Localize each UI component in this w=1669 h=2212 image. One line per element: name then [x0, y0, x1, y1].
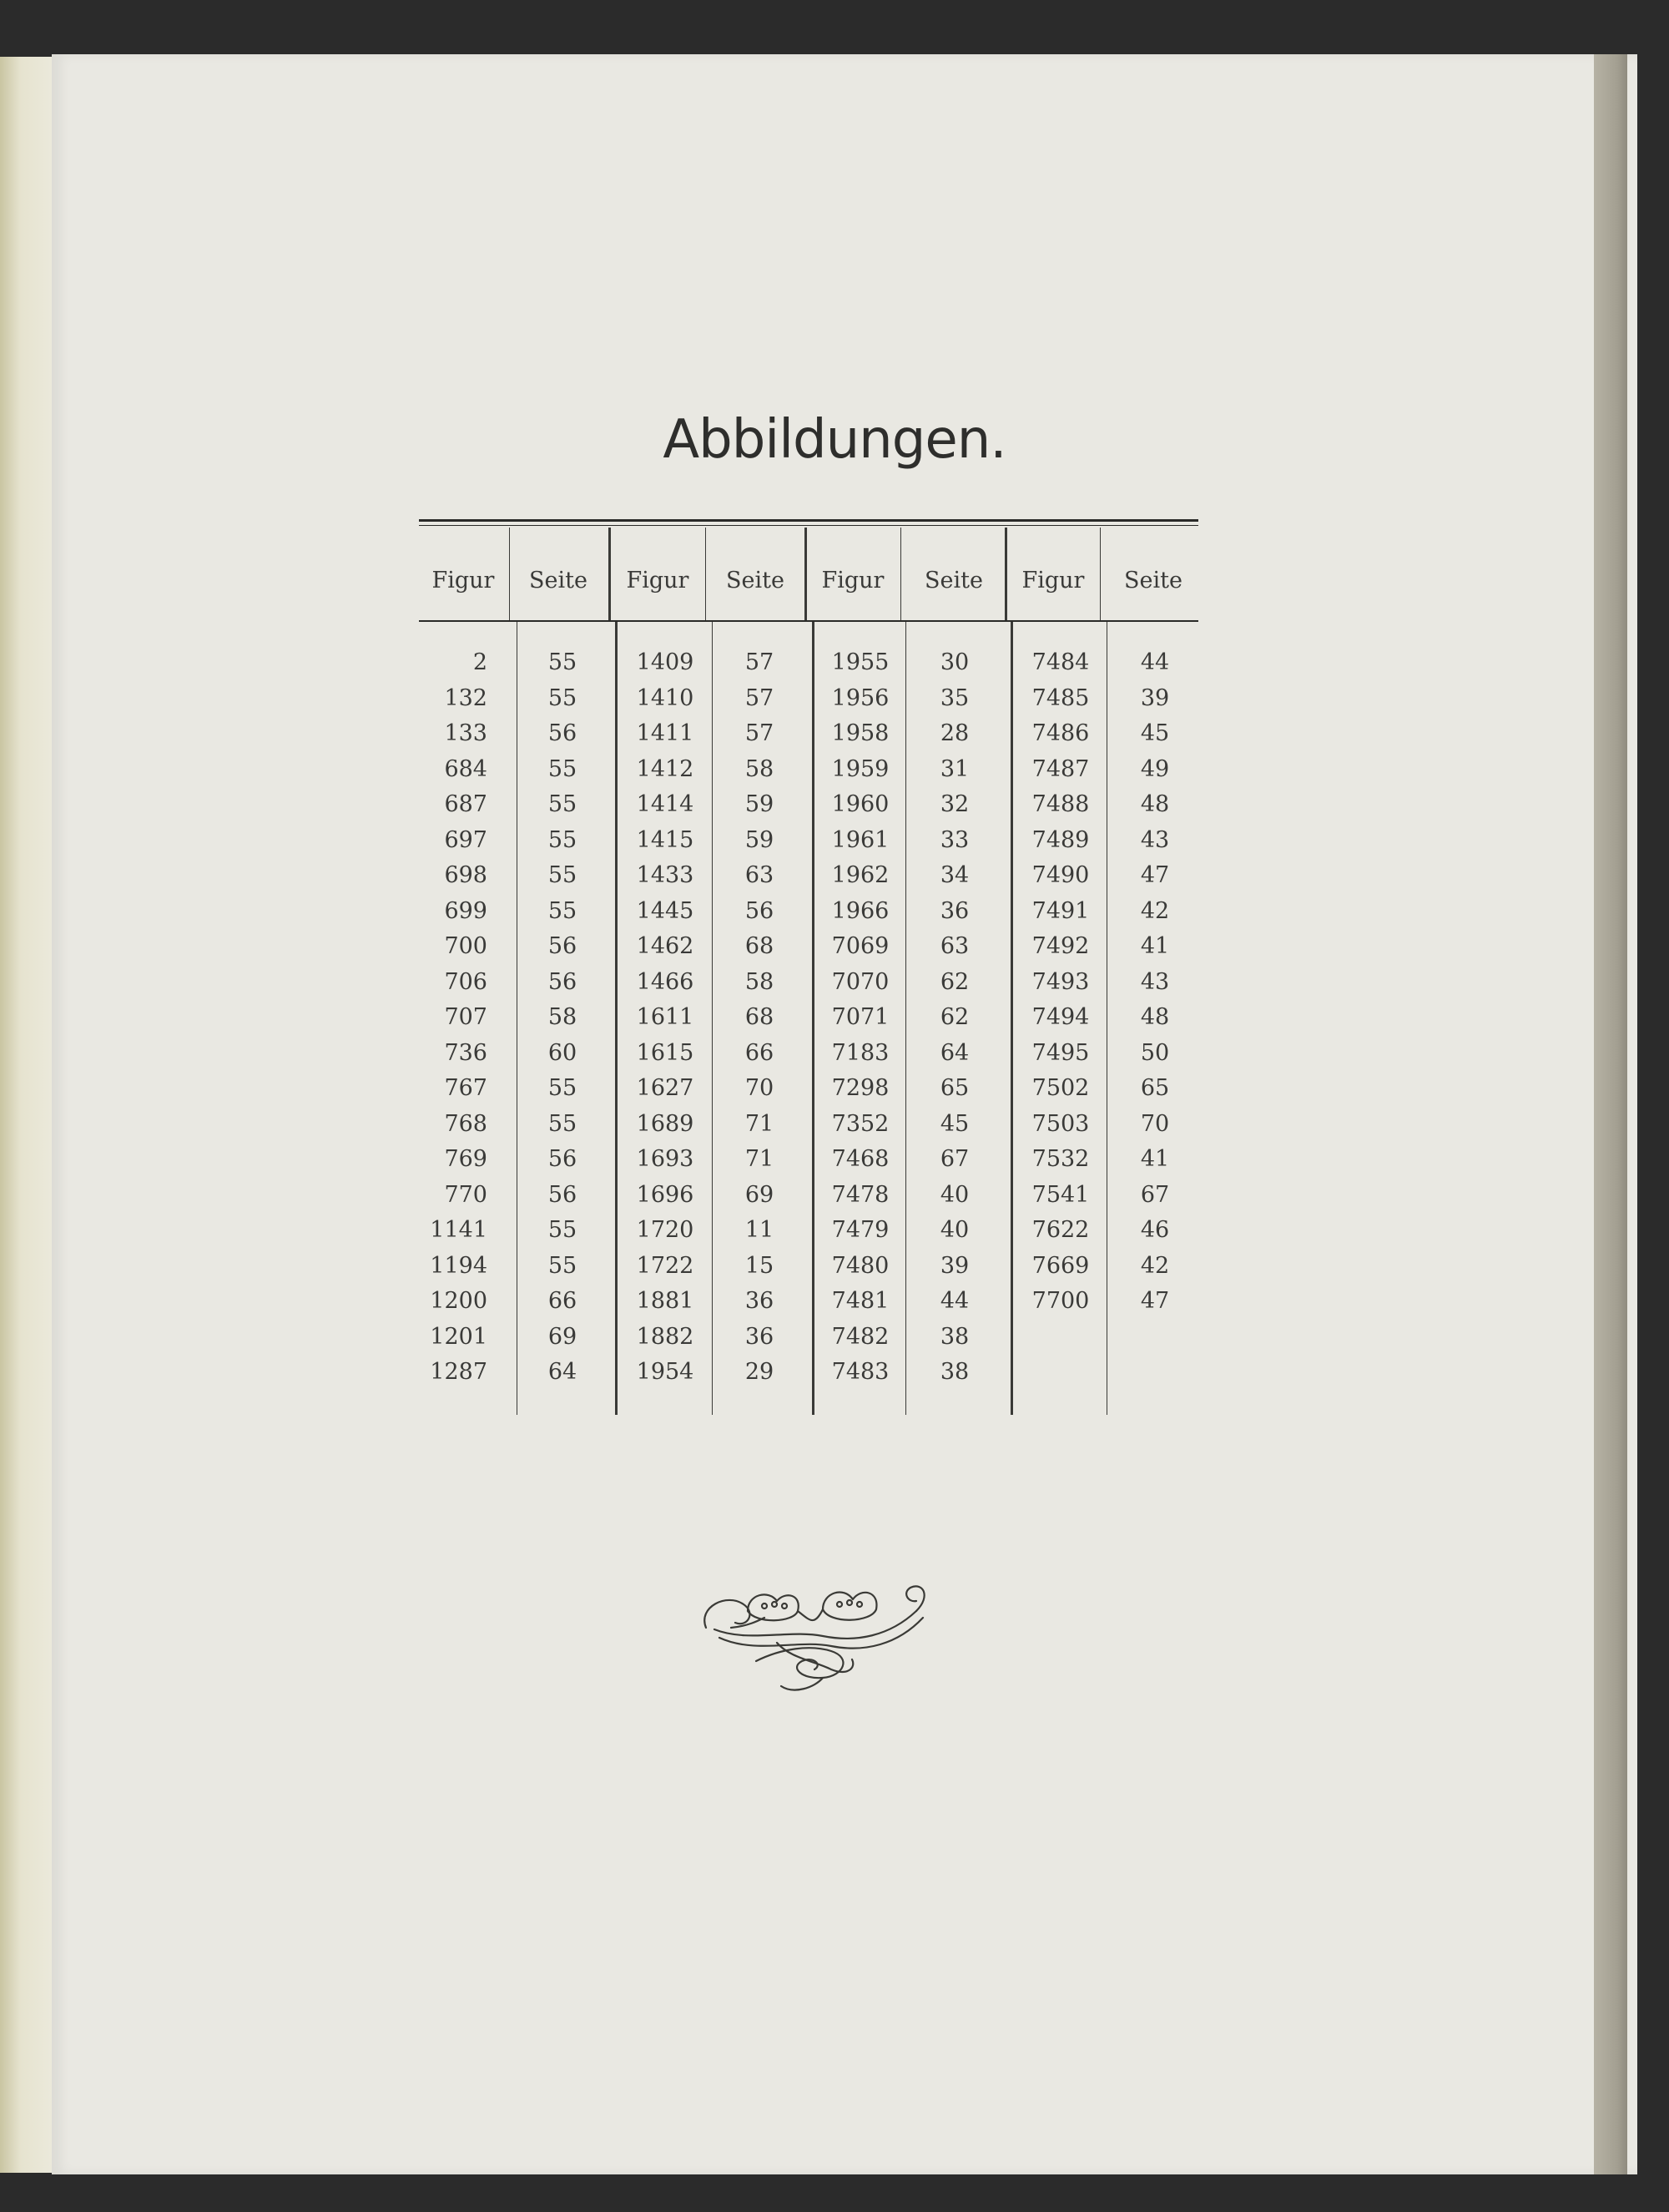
figur-cell: 7488 — [1031, 791, 1090, 817]
seite-cell: 64 — [940, 1039, 970, 1066]
figur-cell: 1410 — [636, 684, 694, 711]
figur-cell: 7482 — [831, 1323, 890, 1350]
seite-cell: 43 — [1140, 826, 1170, 853]
table-header-rule — [419, 620, 1198, 622]
table-top-rule-thin — [419, 525, 1198, 526]
column-divider — [900, 528, 901, 620]
seite-cell: 65 — [1140, 1075, 1170, 1101]
seite-cell: 63 — [940, 933, 970, 959]
seite-cell: 57 — [744, 684, 774, 711]
seite-cell: 55 — [547, 1217, 577, 1243]
figur-cell: 7071 — [831, 1004, 890, 1030]
figur-cell: 736 — [444, 1039, 487, 1066]
seite-cell: 56 — [547, 720, 577, 746]
group-divider — [1011, 622, 1013, 1415]
figur-cell: 1960 — [831, 791, 890, 817]
seite-cell: 57 — [744, 649, 774, 675]
figur-cell: 1466 — [636, 968, 694, 995]
figur-cell: 7486 — [1031, 720, 1090, 746]
figur-cell: 7491 — [1031, 897, 1090, 924]
seite-column-3 — [916, 645, 993, 1391]
figur-cell: 7484 — [1031, 649, 1090, 675]
figur-cell: 1415 — [636, 826, 694, 853]
seite-cell: 44 — [1140, 649, 1170, 675]
figur-column-3 — [823, 645, 898, 1391]
figur-cell: 687 — [444, 791, 487, 817]
figur-cell: 7503 — [1031, 1110, 1090, 1137]
facing-page-edge — [0, 57, 52, 2173]
figur-cell: 1615 — [636, 1039, 694, 1066]
header-figur-3: Figur — [821, 568, 885, 593]
header-seite-4: Seite — [1124, 568, 1182, 593]
seite-column-2 — [721, 645, 798, 1391]
figur-cell: 1956 — [831, 684, 890, 711]
seite-column-4 — [1117, 645, 1193, 1320]
figur-cell: 132 — [444, 684, 487, 711]
seite-cell: 55 — [547, 649, 577, 675]
seite-cell: 41 — [1140, 933, 1170, 959]
header-seite-3: Seite — [925, 568, 983, 593]
seite-cell: 55 — [547, 791, 577, 817]
figur-cell: 7479 — [831, 1217, 890, 1243]
seite-cell: 56 — [547, 933, 577, 959]
seite-cell: 39 — [940, 1252, 970, 1279]
header-figur-2: Figur — [626, 568, 689, 593]
group-divider — [812, 622, 814, 1415]
figur-cell: 1445 — [636, 897, 694, 924]
figur-column-1 — [417, 645, 487, 1391]
figur-column-2 — [628, 645, 703, 1391]
seite-cell: 35 — [940, 684, 970, 711]
figur-cell: 7541 — [1031, 1181, 1090, 1208]
seite-cell: 55 — [547, 1252, 577, 1279]
seite-cell: 55 — [547, 1075, 577, 1101]
seite-cell: 55 — [547, 755, 577, 782]
seite-cell: 58 — [744, 755, 774, 782]
figur-column-4 — [1023, 645, 1098, 1320]
seite-cell: 36 — [744, 1323, 774, 1350]
floral-ornament-icon — [698, 1578, 935, 1699]
page-stack-edge — [1594, 54, 1627, 2174]
seite-cell: 11 — [744, 1217, 774, 1243]
seite-cell: 45 — [1140, 720, 1170, 746]
seite-cell: 59 — [744, 826, 774, 853]
group-divider — [615, 622, 618, 1415]
figur-cell: 7700 — [1031, 1288, 1090, 1314]
seite-cell: 65 — [940, 1075, 970, 1101]
seite-cell: 36 — [940, 897, 970, 924]
figur-cell: 1882 — [636, 1323, 694, 1350]
figur-cell: 1696 — [636, 1181, 694, 1208]
seite-cell: 64 — [547, 1359, 577, 1385]
figur-cell: 7468 — [831, 1146, 890, 1172]
seite-cell: 55 — [547, 684, 577, 711]
figur-cell: 1881 — [636, 1288, 694, 1314]
seite-cell: 58 — [547, 1004, 577, 1030]
figur-cell: 1693 — [636, 1146, 694, 1172]
column-divider — [1100, 528, 1101, 620]
figur-cell: 1689 — [636, 1110, 694, 1137]
seite-cell: 49 — [1140, 755, 1170, 782]
figur-cell: 1955 — [831, 649, 890, 675]
seite-cell: 44 — [940, 1288, 970, 1314]
figur-cell: 1409 — [636, 649, 694, 675]
seite-cell: 71 — [744, 1146, 774, 1172]
figur-cell: 1287 — [430, 1359, 487, 1385]
figur-cell: 770 — [444, 1181, 487, 1208]
seite-cell: 39 — [1140, 684, 1170, 711]
seite-cell: 62 — [940, 1004, 970, 1030]
figur-cell: 7502 — [1031, 1075, 1090, 1101]
seite-cell: 40 — [940, 1217, 970, 1243]
figur-cell: 7532 — [1031, 1146, 1090, 1172]
seite-cell: 45 — [940, 1110, 970, 1137]
header-seite-2: Seite — [726, 568, 784, 593]
column-divider — [705, 528, 706, 620]
seite-cell: 56 — [744, 897, 774, 924]
column-divider — [905, 622, 906, 1415]
figur-cell: 7490 — [1031, 862, 1090, 888]
figur-cell: 1627 — [636, 1075, 694, 1101]
figur-cell: 700 — [444, 933, 487, 959]
seite-cell: 68 — [744, 933, 774, 959]
seite-cell: 42 — [1140, 897, 1170, 924]
figur-cell: 7183 — [831, 1039, 890, 1066]
seite-cell: 40 — [940, 1181, 970, 1208]
seite-cell: 41 — [1140, 1146, 1170, 1172]
figur-cell: 767 — [444, 1075, 487, 1101]
seite-cell: 47 — [1140, 1288, 1170, 1314]
figur-cell: 7485 — [1031, 684, 1090, 711]
figur-cell: 1141 — [430, 1217, 487, 1243]
seite-cell: 55 — [547, 1110, 577, 1137]
figur-cell: 1201 — [430, 1323, 487, 1350]
figur-cell: 1611 — [636, 1004, 694, 1030]
figur-cell: 2 — [472, 649, 487, 675]
group-divider — [1005, 528, 1007, 620]
figur-cell: 697 — [444, 826, 487, 853]
header-seite-1: Seite — [529, 568, 587, 593]
figur-cell: 684 — [444, 755, 487, 782]
figur-cell: 1720 — [636, 1217, 694, 1243]
seite-cell: 70 — [744, 1075, 774, 1101]
seite-cell: 28 — [940, 720, 970, 746]
seite-cell: 48 — [1140, 1004, 1170, 1030]
figur-cell: 1722 — [636, 1252, 694, 1279]
seite-cell: 69 — [547, 1323, 577, 1350]
header-figur-1: Figur — [431, 568, 495, 593]
seite-cell: 50 — [1140, 1039, 1170, 1066]
figur-cell: 7070 — [831, 968, 890, 995]
seite-cell: 56 — [547, 1181, 577, 1208]
seite-cell: 58 — [744, 968, 774, 995]
seite-cell: 46 — [1140, 1217, 1170, 1243]
seite-cell: 69 — [744, 1181, 774, 1208]
seite-cell: 48 — [1140, 791, 1170, 817]
figur-cell: 1959 — [831, 755, 890, 782]
figur-cell: 7480 — [831, 1252, 890, 1279]
figur-cell: 7489 — [1031, 826, 1090, 853]
figur-cell: 769 — [444, 1146, 487, 1172]
figur-cell: 768 — [444, 1110, 487, 1137]
seite-cell: 55 — [547, 826, 577, 853]
figur-cell: 7492 — [1031, 933, 1090, 959]
seite-cell: 31 — [940, 755, 970, 782]
figur-cell: 7493 — [1031, 968, 1090, 995]
seite-cell: 56 — [547, 968, 577, 995]
seite-cell: 15 — [744, 1252, 774, 1279]
column-divider — [509, 528, 510, 620]
seite-cell: 56 — [547, 1146, 577, 1172]
figur-cell: 1962 — [831, 862, 890, 888]
seite-cell: 36 — [744, 1288, 774, 1314]
figur-cell: 133 — [444, 720, 487, 746]
figur-cell: 7483 — [831, 1359, 890, 1385]
figur-cell: 1954 — [636, 1359, 694, 1385]
seite-cell: 30 — [940, 649, 970, 675]
figur-cell: 698 — [444, 862, 487, 888]
figur-cell: 706 — [444, 968, 487, 995]
seite-column-1 — [526, 645, 599, 1391]
seite-cell: 57 — [744, 720, 774, 746]
seite-cell: 62 — [940, 968, 970, 995]
figur-cell: 7669 — [1031, 1252, 1090, 1279]
figur-cell: 707 — [444, 1004, 487, 1030]
seite-cell: 38 — [940, 1359, 970, 1385]
figur-cell: 1966 — [831, 897, 890, 924]
figur-cell: 1194 — [430, 1252, 487, 1279]
seite-cell: 67 — [940, 1146, 970, 1172]
seite-cell: 42 — [1140, 1252, 1170, 1279]
figur-cell: 1462 — [636, 933, 694, 959]
figur-cell: 1961 — [831, 826, 890, 853]
seite-cell: 55 — [547, 897, 577, 924]
seite-cell: 32 — [940, 791, 970, 817]
seite-cell: 47 — [1140, 862, 1170, 888]
figur-cell: 7487 — [1031, 755, 1090, 782]
figur-cell: 7495 — [1031, 1039, 1090, 1066]
figur-cell: 1412 — [636, 755, 694, 782]
figur-cell: 7494 — [1031, 1004, 1090, 1030]
seite-cell: 59 — [744, 791, 774, 817]
seite-cell: 29 — [744, 1359, 774, 1385]
page-title: Abbildungen. — [663, 409, 1006, 471]
seite-cell: 60 — [547, 1039, 577, 1066]
seite-cell: 66 — [547, 1288, 577, 1314]
group-divider — [608, 528, 611, 620]
group-divider — [804, 528, 807, 620]
figur-cell: 1411 — [636, 720, 694, 746]
figur-cell: 1414 — [636, 791, 694, 817]
figur-cell: 699 — [444, 897, 487, 924]
seite-cell: 66 — [744, 1039, 774, 1066]
seite-cell: 33 — [940, 826, 970, 853]
seite-cell: 67 — [1140, 1181, 1170, 1208]
figur-cell: 7352 — [831, 1110, 890, 1137]
seite-cell: 71 — [744, 1110, 774, 1137]
figur-cell: 1433 — [636, 862, 694, 888]
header-figur-4: Figur — [1021, 568, 1085, 593]
figur-cell: 7298 — [831, 1075, 890, 1101]
seite-cell: 38 — [940, 1323, 970, 1350]
seite-cell: 63 — [744, 862, 774, 888]
figur-cell: 7622 — [1031, 1217, 1090, 1243]
figur-cell: 7069 — [831, 933, 890, 959]
seite-cell: 68 — [744, 1004, 774, 1030]
figur-cell: 7478 — [831, 1181, 890, 1208]
figur-cell: 7481 — [831, 1288, 890, 1314]
seite-cell: 43 — [1140, 968, 1170, 995]
seite-cell: 34 — [940, 862, 970, 888]
figur-cell: 1200 — [430, 1288, 487, 1314]
table-top-rule — [419, 519, 1198, 522]
seite-cell: 70 — [1140, 1110, 1170, 1137]
column-divider — [712, 622, 713, 1415]
seite-cell: 55 — [547, 862, 577, 888]
figur-cell: 1958 — [831, 720, 890, 746]
